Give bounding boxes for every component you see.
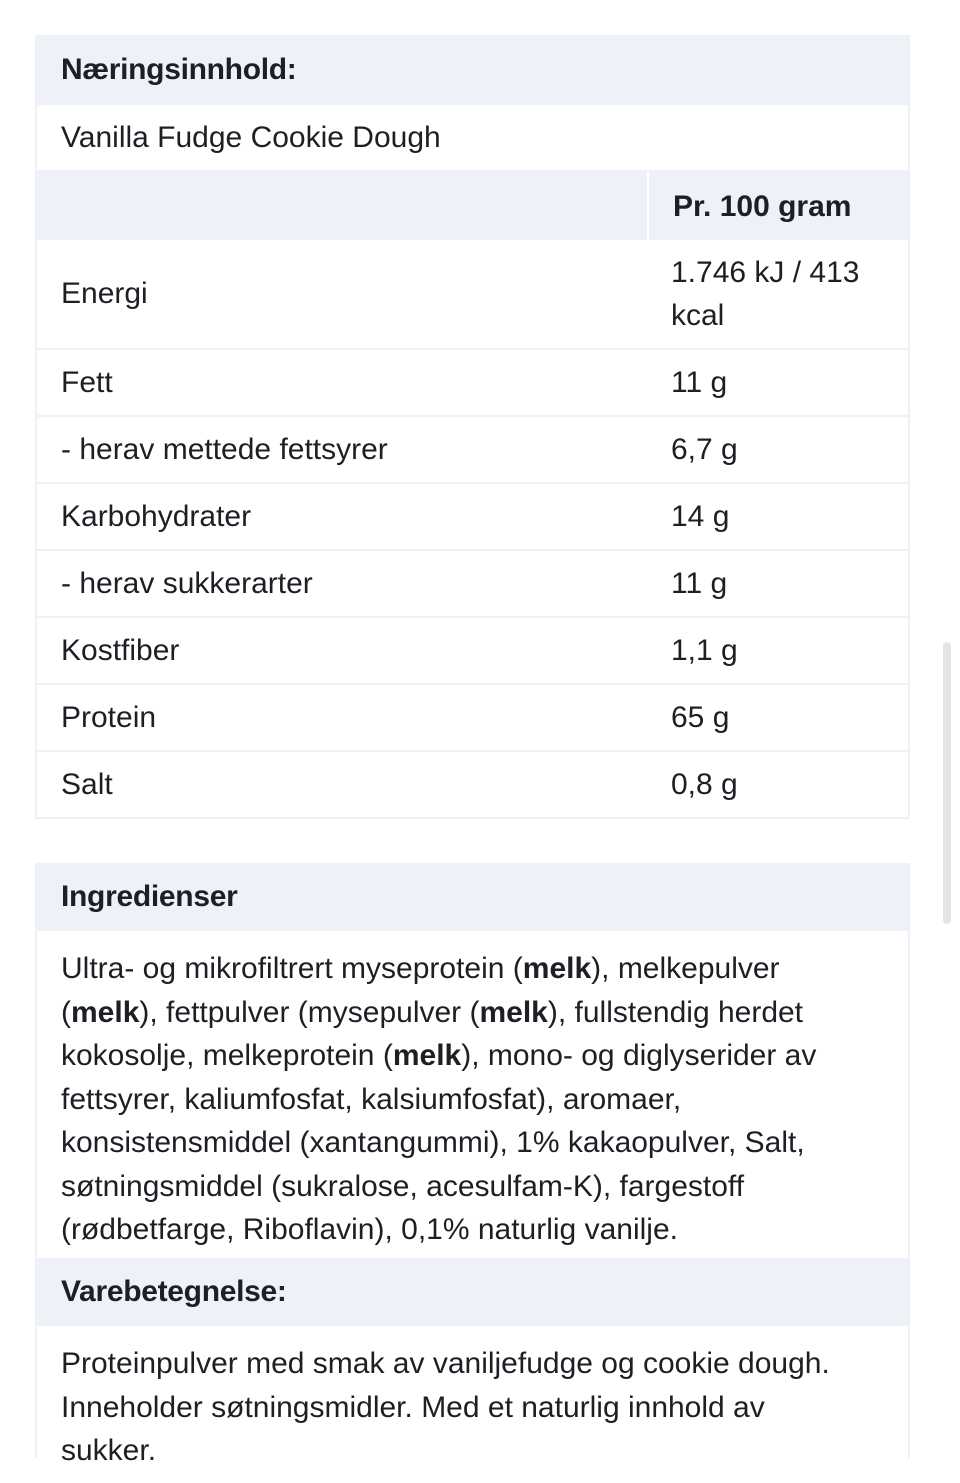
nutrient-value: 11 g — [671, 366, 728, 399]
nutrition-row — [37, 752, 908, 819]
nutrient-label: Kostfiber — [61, 633, 180, 667]
nutrient-value: 11 g — [671, 567, 728, 600]
nutrient-value: 0,8 g — [671, 768, 738, 801]
ingredients-text — [37, 931, 908, 1262]
nutrient-label: Energi — [61, 277, 148, 310]
ingredient-text: ), fettpulver (mysepulver ( — [139, 995, 480, 1029]
nutrition-rows — [37, 240, 908, 819]
ingredients-panel — [35, 863, 910, 1258]
nutrient-value: 14 g — [671, 500, 730, 533]
nutrition-row — [37, 484, 908, 551]
allergen-text: melk — [479, 995, 548, 1029]
nutrition-row — [37, 417, 908, 484]
description-text: Proteinpulver med smak av vaniljefudge og cookie dough. Inneholder søtningsmidler. Med et naturlig innhold av sukker. — [61, 1347, 830, 1467]
nutrition-panel — [35, 35, 910, 819]
allergen-text: melk — [522, 952, 592, 985]
nutrient-value: 1,1 g — [671, 634, 738, 667]
ingredients-title: Ingredienser — [37, 863, 908, 931]
allergen-text: melk — [71, 995, 140, 1029]
nutrition-title: Næringsinnhold: — [37, 35, 908, 105]
description-title: Varebetegnelse: — [37, 1258, 908, 1326]
allergen-text: melk — [392, 1039, 462, 1072]
per-100g-header: Pr. 100 gram — [647, 172, 908, 240]
product-name: Vanilla Fudge Cookie Dough — [37, 105, 908, 172]
ingredient-text: ), mono- og diglyserider av fettsyrer, kaliumfosfat, kalsiumfosfat), aromaer, konsistensmiddel (xantangummi), 1% kakaopulver, Salt, søtningsmiddel (sukralose, acesulfam-K), fargestoff (rødbetfarge, Riboflavin), 0,1% naturlig vanilje. — [61, 1039, 817, 1246]
nutrition-row — [37, 551, 908, 618]
ingredient-text: ), fullstendig herdet kokosolje, melkeprotein ( — [61, 995, 804, 1072]
ingredient-text: Ultra- og mikrofiltrert myseprotein ( — [61, 952, 523, 985]
nutrition-row — [37, 350, 908, 417]
page-scrollbar[interactable] — [943, 642, 951, 924]
ingredient-text: ), melkepulver ( — [61, 952, 780, 1029]
nutrient-label: Protein — [61, 700, 157, 734]
nutrition-column-header-row — [37, 172, 908, 240]
nutrient-label: - herav sukkerarter — [61, 566, 313, 600]
nutrient-label: Fett — [61, 365, 113, 399]
nutrition-row — [37, 685, 908, 752]
nutrient-label: - herav mettede fettsyrer — [61, 432, 388, 466]
nutrient-value: 1.746 kJ / 413 kcal — [671, 256, 860, 332]
description-panel — [35, 1258, 910, 1467]
nutrition-row — [37, 240, 908, 350]
nutrient-label: Salt — [61, 767, 113, 801]
nutrient-value: 6,7 g — [671, 433, 738, 466]
nutrient-value: 65 g — [671, 701, 730, 734]
nutrient-label: Karbohydrater — [61, 499, 252, 533]
header-empty-cell — [37, 172, 647, 240]
nutrition-row — [37, 618, 908, 685]
